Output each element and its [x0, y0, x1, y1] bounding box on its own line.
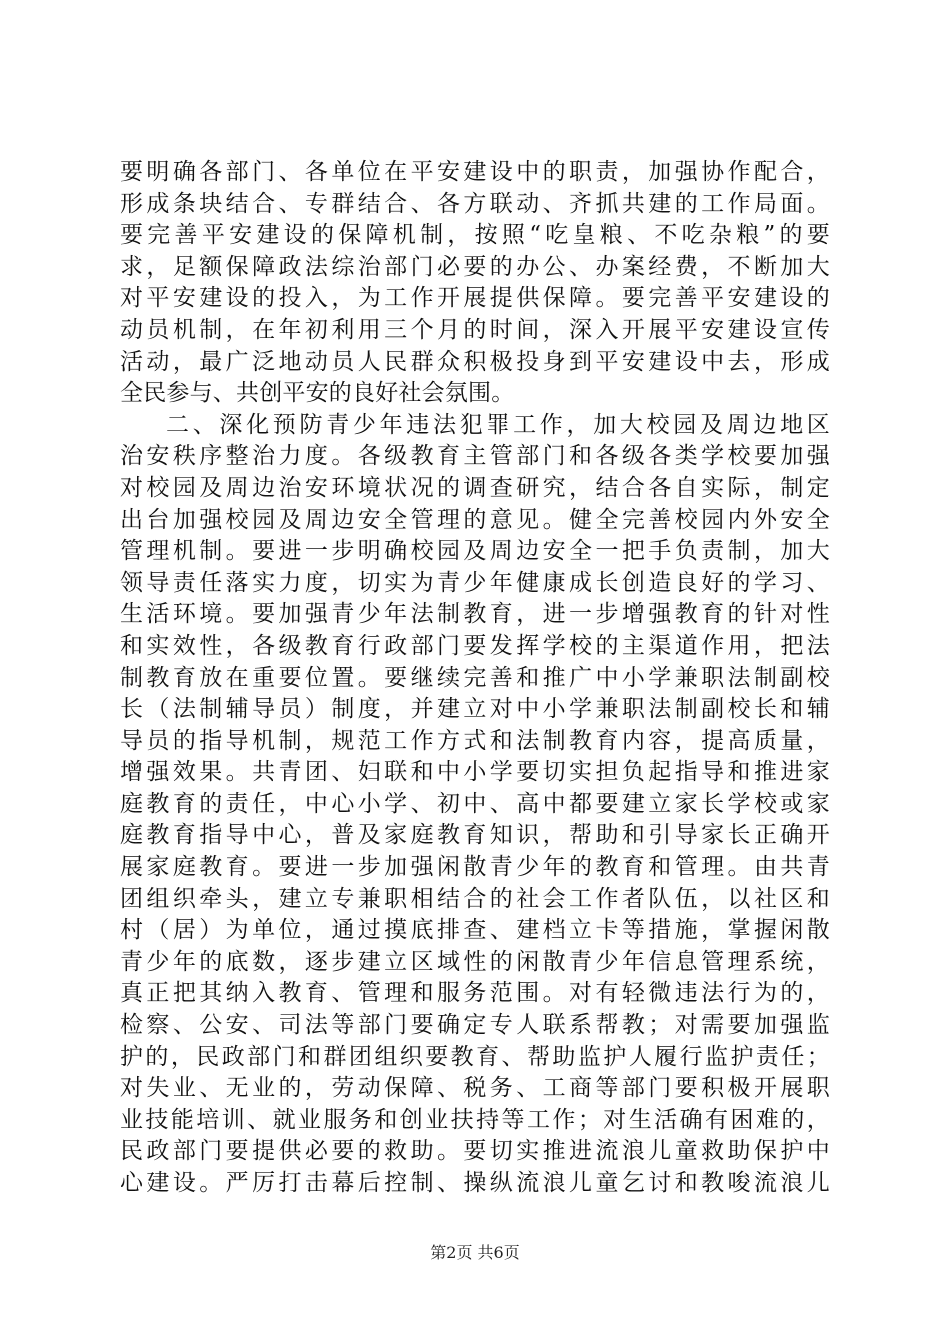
text-line: 求，足额保障政法综治部门必要的办公、办案经费，不断加大	[120, 253, 830, 280]
text-line: 青少年的底数，逐步建立区域性的闲散青少年信息管理系统，	[120, 948, 830, 975]
text-line: 要明确各部门、各单位在平安建设中的职责，加强协作配合，	[120, 159, 830, 185]
text-line: 治安秩序整治力度。各级教育主管部门和各级各类学校要加强	[120, 443, 830, 470]
text-line: 护的，民政部门和群团组织要教育、帮助监护人履行监护责任；	[120, 1043, 830, 1070]
text-line: 庭教育指导中心，普及家庭教育知识，帮助和引导家长正确开	[120, 822, 830, 849]
text-line: 形成条块结合、专群结合、各方联动、齐抓共建的工作局面。	[120, 190, 830, 217]
text-line: 出台加强校园及周边安全管理的意见。健全完善校园内外安全	[120, 506, 830, 533]
text-line: 要完善平安建设的保障机制，按照“吃皇粮、不吃杂粮”的要	[120, 222, 830, 249]
text-line: 心建设。严厉打击幕后控制、操纵流浪儿童乞讨和教唆流浪儿	[120, 1170, 830, 1196]
text-line: 管理机制。要进一步明确校园及周边安全一把手负责制，加大	[120, 538, 830, 565]
text-line: 制教育放在重要位置。要继续完善和推广中小学兼职法制副校	[120, 664, 830, 691]
text-line: 检察、公安、司法等部门要确定专人联系帮教；对需要加强监	[120, 1012, 830, 1039]
text-line: 动员机制，在年初利用三个月的时间，深入开展平安建设宣传	[120, 316, 830, 343]
text-line: 全民参与、共创平安的良好社会氛围。	[120, 380, 515, 407]
text-line: 生活环境。要加强青少年法制教育，进一步增强教育的针对性	[120, 601, 830, 628]
text-line: 展家庭教育。要进一步加强闲散青少年的教育和管理。由共青	[120, 854, 830, 881]
text-line: 长（法制辅导员）制度，并建立对中小学兼职法制副校长和辅	[120, 696, 830, 723]
text-line: 二、深化预防青少年违法犯罪工作，加大校园及周边地区	[166, 411, 830, 438]
text-line: 增强效果。共青团、妇联和中小学要切实担负起指导和推进家	[120, 759, 830, 786]
text-line: 村（居）为单位，通过摸底排查、建档立卡等措施，掌握闲散	[120, 917, 830, 944]
text-line: 民政部门要提供必要的救助。要切实推进流浪儿童救助保护中	[120, 1138, 830, 1165]
text-line: 导员的指导机制，规范工作方式和法制教育内容，提高质量，	[120, 727, 830, 754]
text-line: 庭教育的责任，中心小学、初中、高中都要建立家长学校或家	[120, 790, 830, 817]
text-line: 对校园及周边治安环境状况的调查研究，结合各自实际，制定	[120, 474, 830, 501]
text-line: 和实效性，各级教育行政部门要发挥学校的主渠道作用，把法	[120, 632, 830, 659]
text-line: 活动，最广泛地动员人民群众积极投身到平安建设中去，形成	[120, 348, 830, 375]
text-line: 领导责任落实力度，切实为青少年健康成长创造良好的学习、	[120, 569, 830, 596]
text-line: 真正把其纳入教育、管理和服务范围。对有轻微违法行为的，	[120, 980, 830, 1007]
text-line: 业技能培训、就业服务和创业扶持等工作；对生活确有困难的，	[120, 1106, 830, 1133]
text-line: 团组织牵头，建立专兼职相结合的社会工作者队伍，以社区和	[120, 885, 830, 912]
page-number-footer: 第2页 共6页	[430, 1243, 520, 1262]
document-body	[120, 157, 830, 1200]
text-line: 对失业、无业的，劳动保障、税务、工商等部门要积极开展职	[120, 1075, 830, 1102]
text-line: 对平安建设的投入，为工作开展提供保障。要完善平安建设的	[120, 285, 830, 312]
